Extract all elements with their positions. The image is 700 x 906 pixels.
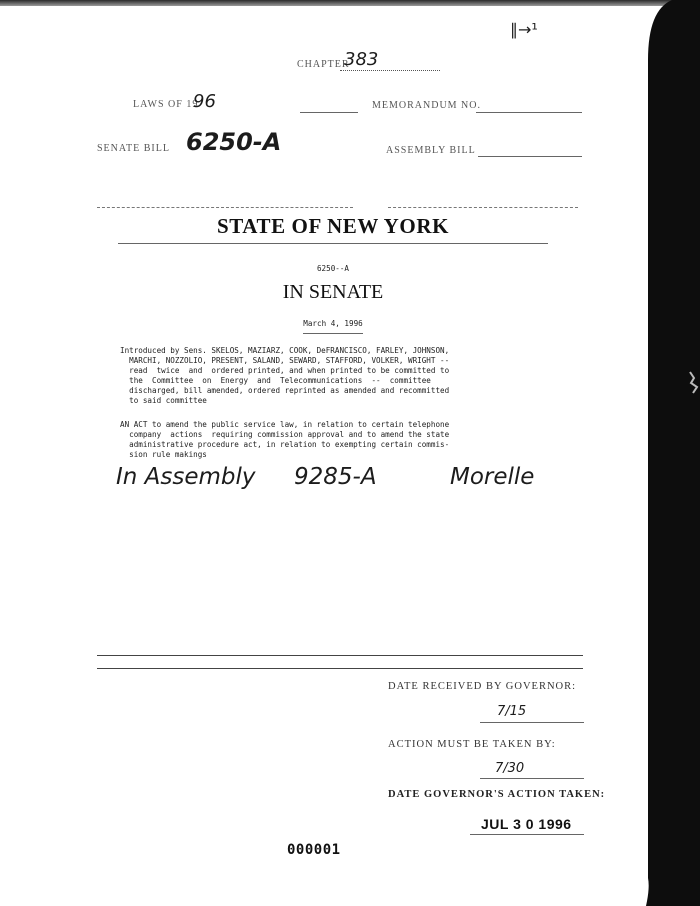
taken-line xyxy=(470,834,584,835)
introduced-line: to said committee xyxy=(120,396,207,405)
action-label: ACTION MUST BE TAKEN BY: xyxy=(388,739,556,750)
introduced-line: read twice and ordered printed, and when printed to be committed to xyxy=(120,366,450,375)
page-number: 000001 xyxy=(287,842,341,858)
laws-value: 96 xyxy=(193,91,216,112)
handwritten-assembly-bill: 9285-A xyxy=(294,464,377,490)
introduced-line: Introduced by Sens. SKELOS, MAZIARZ, COOK, DeFRANCISCO, FARLEY, JOHNSON, xyxy=(120,346,450,355)
memorandum-label: MEMORANDUM NO. xyxy=(372,100,482,111)
introduced-paragraph xyxy=(120,346,449,406)
act-line: sion rule makings xyxy=(120,450,207,459)
title-rule xyxy=(118,243,548,244)
date-rule xyxy=(303,333,363,334)
state-title: STATE OF NEW YORK xyxy=(216,214,450,238)
footer-rule-1 xyxy=(97,655,583,656)
rule-left xyxy=(97,207,353,208)
footer-rule-2 xyxy=(97,668,583,669)
scan-right-edge xyxy=(642,0,700,906)
taken-stamp: JUL 3 0 1996 xyxy=(481,816,572,832)
bill-number: 6250--A xyxy=(316,264,349,273)
received-value: 7/15 xyxy=(497,704,527,719)
handwritten-in-assembly: In Assembly xyxy=(116,464,256,490)
introduced-line: MARCHI, NOZZOLIO, PRESENT, SALAND, SEWARD, STAFFORD, VOLKER, WRIGHT -- xyxy=(120,356,450,365)
action-value: 7/30 xyxy=(495,761,525,776)
assembly-bill-label: ASSEMBLY BILL xyxy=(386,145,476,156)
introduced-line: the Committee on Energy and Telecommunications -- committee xyxy=(120,376,431,385)
rule-right xyxy=(388,207,578,208)
taken-label: DATE GOVERNOR'S ACTION TAKEN: xyxy=(388,789,606,800)
chapter-label: CHAPTER xyxy=(297,59,350,70)
scan-top-edge xyxy=(0,0,700,6)
introduced-line: discharged, bill amended, ordered reprinted as amended and recommitted xyxy=(120,386,450,395)
act-line: company actions requiring commission approval and to amend the state xyxy=(120,430,450,439)
act-paragraph xyxy=(120,420,449,460)
received-line xyxy=(480,722,584,723)
bill-date: March 4, 1996 xyxy=(303,319,363,328)
action-line xyxy=(480,778,584,779)
memorandum-line xyxy=(476,112,582,113)
chapter-line xyxy=(340,70,440,71)
assembly-bill-line xyxy=(478,156,582,157)
chapter-value: 383 xyxy=(344,49,379,70)
corner-annotation: ∥→¹ xyxy=(510,20,538,39)
senate-bill-value: 6250-A xyxy=(186,128,282,156)
handwritten-sponsor: Morelle xyxy=(450,464,535,490)
act-line: administrative procedure act, in relation to exempting certain commis- xyxy=(120,440,450,449)
senate-bill-label: SENATE BILL xyxy=(97,143,170,154)
chamber-title: IN SENATE xyxy=(282,281,384,303)
act-line: AN ACT to amend the public service law, in relation to certain telephone xyxy=(120,420,450,429)
laws-line xyxy=(300,112,358,113)
laws-label: LAWS OF 19 xyxy=(133,99,199,110)
received-label: DATE RECEIVED BY GOVERNOR: xyxy=(388,681,577,692)
